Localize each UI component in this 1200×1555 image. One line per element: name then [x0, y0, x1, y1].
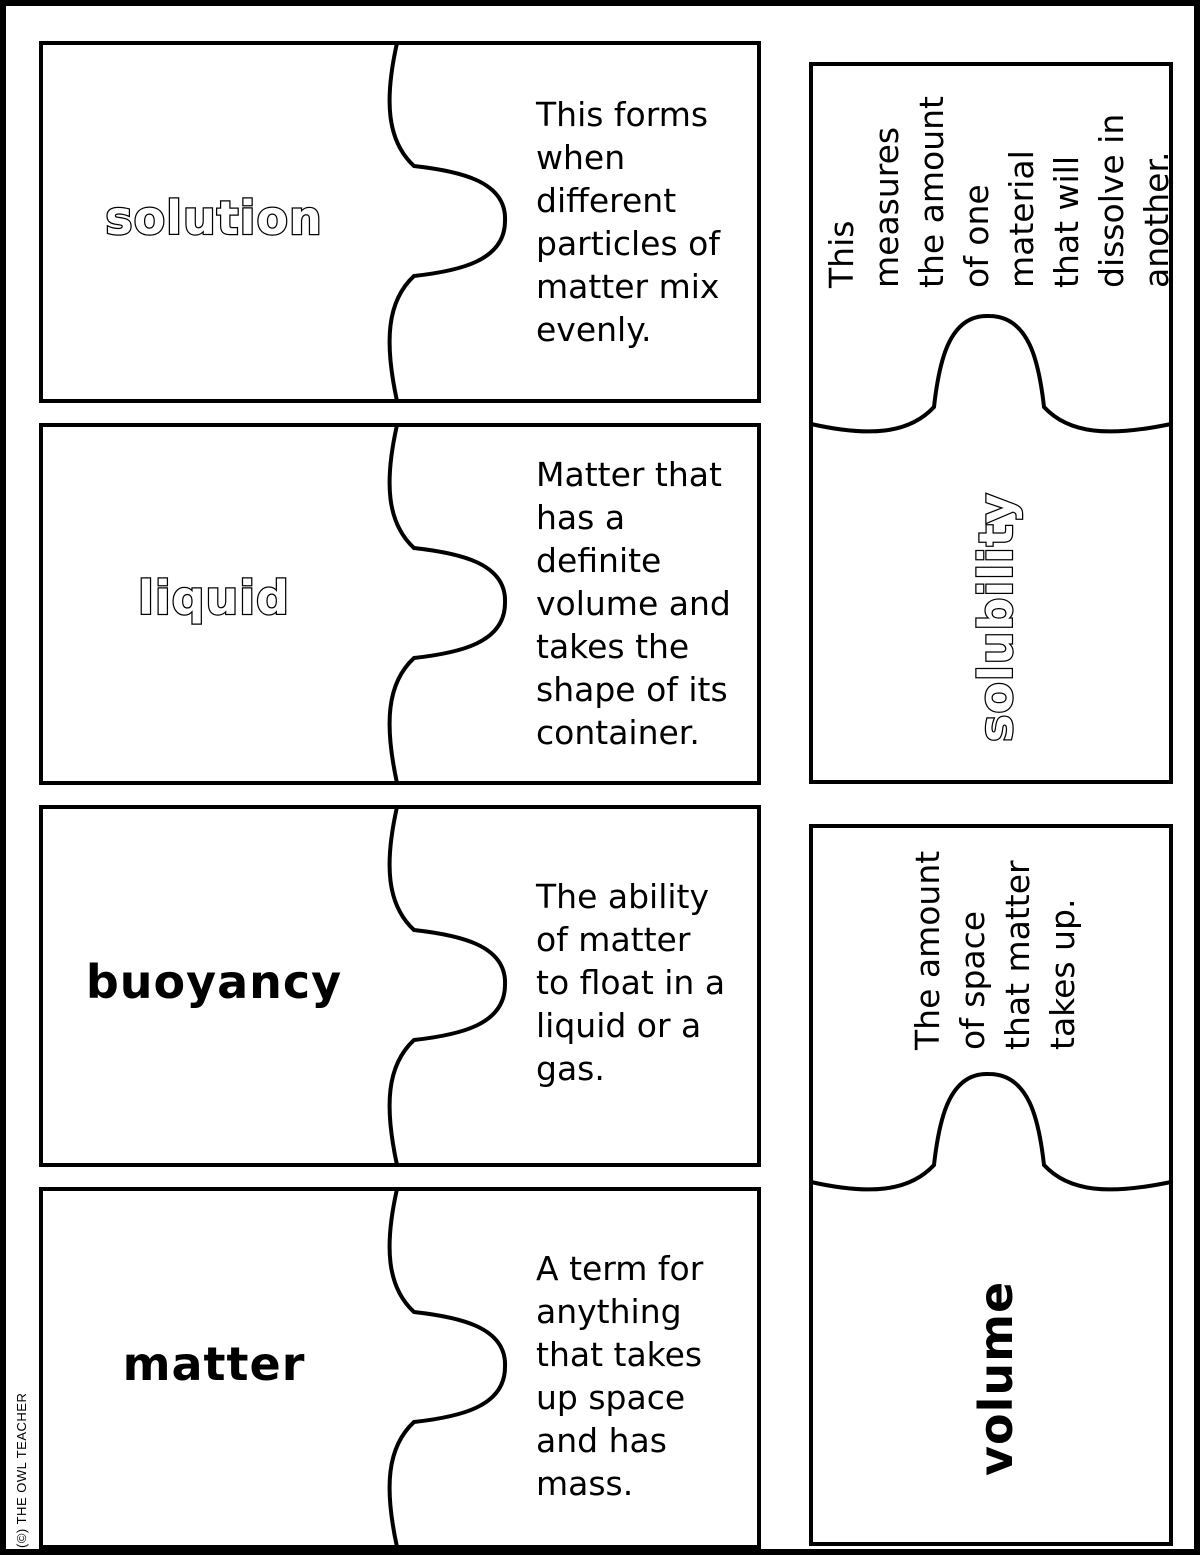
- definition-solution: This forms when different particles of matter mix evenly.: [536, 95, 720, 349]
- definition-solubility: This measures the amount of one material that will dissolve in another.: [822, 96, 1176, 288]
- copyright-notice: (©) THE OWL TEACHER: [14, 1392, 29, 1548]
- term-solution: solution: [105, 191, 323, 245]
- puzzle-piece-volume: [809, 824, 1173, 1546]
- definition-matter: A term for anything that takes up space and has mass.: [536, 1249, 704, 1503]
- puzzle-piece-solubility: [809, 62, 1176, 784]
- term-liquid: liquid: [138, 571, 290, 625]
- puzzle-piece-matter: [39, 1187, 761, 1549]
- puzzle-piece-solution: [39, 41, 761, 403]
- definition-liquid: Matter that has a definite volume and takes the shape of its container.: [536, 455, 731, 752]
- puzzle-piece-buoyancy: [39, 805, 761, 1167]
- term-solubility: solubility: [969, 492, 1023, 742]
- puzzle-piece-liquid: [39, 423, 761, 785]
- definition-buoyancy: The ability of matter to float in a liquid or a gas.: [536, 877, 726, 1088]
- definition-volume: The amount of space that matter takes up.: [908, 850, 1082, 1050]
- term-buoyancy: buoyancy: [85, 955, 343, 1009]
- term-volume: volume: [969, 1280, 1023, 1476]
- term-matter: matter: [122, 1337, 306, 1391]
